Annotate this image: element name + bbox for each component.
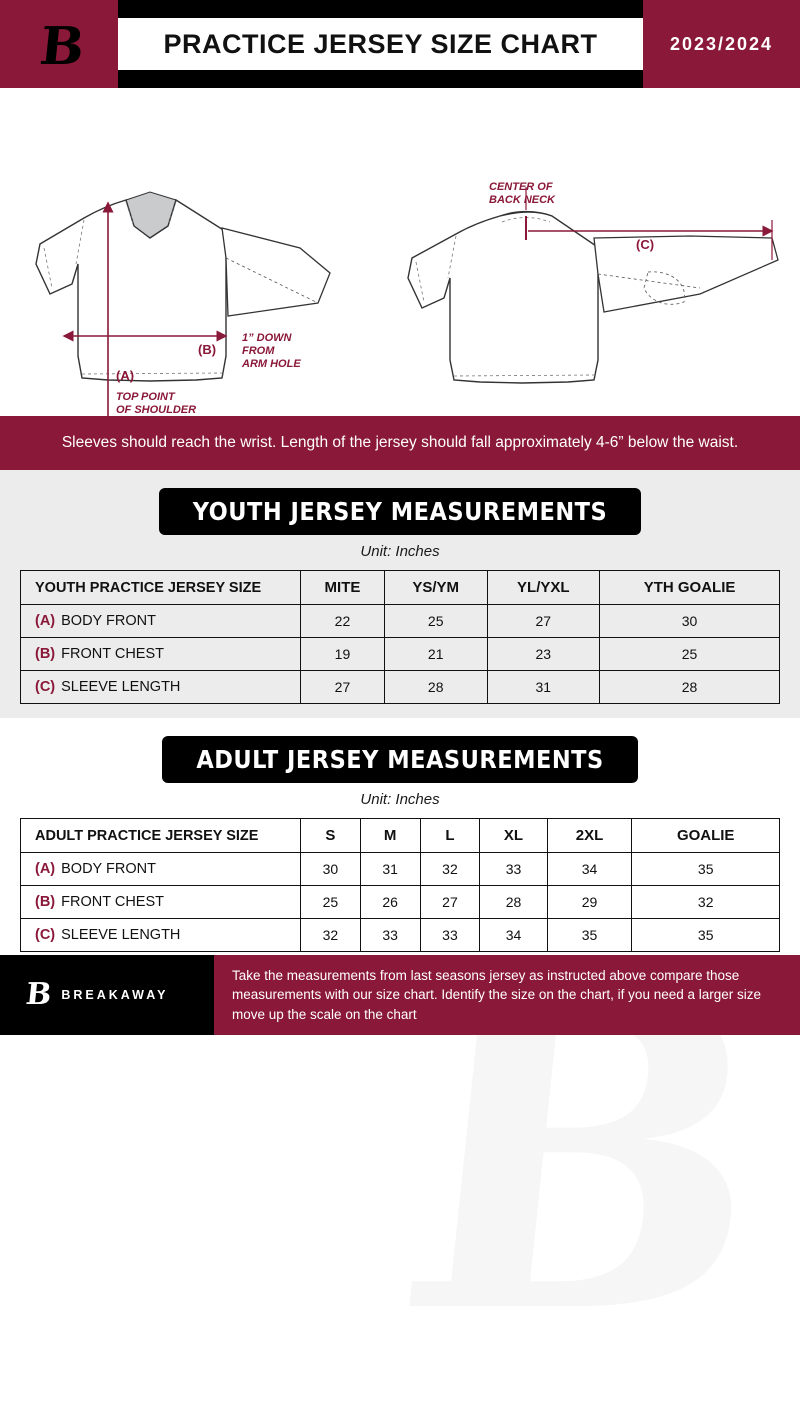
- page-footer: [0, 955, 800, 1035]
- adult-r1-c3: 28: [480, 886, 547, 919]
- youth-r2-c0: 27: [301, 671, 385, 704]
- youth-row-2-tag: (C): [35, 679, 56, 696]
- page-title: PRACTICE JERSEY SIZE CHART: [163, 28, 598, 59]
- footer-brand: [0, 955, 214, 1035]
- youth-col-0: MITE: [301, 571, 385, 605]
- youth-unit-label: Unit: Inches: [360, 543, 440, 561]
- jersey-diagram: [0, 88, 800, 416]
- youth-measurements-table: [20, 570, 780, 704]
- season-badge: [643, 0, 800, 88]
- adult-r1-c1: 26: [360, 886, 420, 919]
- youth-row-1-label: [21, 638, 301, 671]
- table-row: [21, 605, 780, 638]
- youth-row-0-name: BODY FRONT: [61, 613, 156, 630]
- adult-section: [0, 718, 800, 966]
- center-back-neck-label: CENTER OF BACK NECK: [489, 181, 555, 206]
- youth-section: [0, 470, 800, 718]
- measure-b-label: (B): [198, 342, 217, 357]
- adult-table-header-row: [21, 819, 780, 853]
- youth-row-0-label: [21, 605, 301, 638]
- adult-size-header: ADULT PRACTICE JERSEY SIZE: [21, 819, 301, 853]
- adult-r0-c4: 34: [547, 853, 632, 886]
- youth-row-0-tag: (A): [35, 613, 56, 630]
- adult-r2-c2: 33: [420, 919, 480, 952]
- adult-col-0: S: [301, 819, 361, 853]
- table-row: [21, 886, 780, 919]
- youth-r1-c2: 23: [487, 638, 600, 671]
- adult-row-2-name: SLEEVE LENGTH: [61, 927, 181, 944]
- adult-r0-c5: 35: [632, 853, 780, 886]
- adult-row-1-label: [21, 886, 301, 919]
- measure-b-note: 1” DOWN FROM ARM HOLE: [242, 332, 301, 370]
- youth-size-header: YOUTH PRACTICE JERSEY SIZE: [21, 571, 301, 605]
- adult-r1-c2: 27: [420, 886, 480, 919]
- youth-col-2: YL/YXL: [487, 571, 600, 605]
- youth-col-1: YS/YM: [384, 571, 487, 605]
- back-jersey-illustration: [408, 212, 778, 384]
- youth-r0-c1: 25: [384, 605, 487, 638]
- season-year: 2023/2024: [669, 33, 774, 54]
- youth-table-header-row: [21, 571, 780, 605]
- front-jersey-illustration: [36, 192, 330, 381]
- adult-r2-c1: 33: [360, 919, 420, 952]
- youth-col-3: YTH GOALIE: [600, 571, 780, 605]
- youth-r1-c3: 25: [600, 638, 780, 671]
- youth-row-2-label: [21, 671, 301, 704]
- table-row: [21, 671, 780, 704]
- adult-r1-c0: 25: [301, 886, 361, 919]
- footer-instructions: Take the measurements from last seasons jersey as instructed above compare those measurements with our size chart. Identify the size on the chart, if you need a larger size move up the scale on the chart: [214, 955, 800, 1035]
- adult-row-0-tag: (A): [35, 861, 56, 878]
- adult-r2-c0: 32: [301, 919, 361, 952]
- adult-measurements-table: [20, 818, 780, 952]
- adult-unit-label: Unit: Inches: [360, 791, 440, 809]
- adult-row-0-label: [21, 853, 301, 886]
- adult-col-2: L: [420, 819, 480, 853]
- youth-r0-c2: 27: [487, 605, 600, 638]
- table-row: [21, 919, 780, 952]
- adult-col-1: M: [360, 819, 420, 853]
- adult-r2-c5: 35: [632, 919, 780, 952]
- youth-r0-c3: 30: [600, 605, 780, 638]
- measure-a-note: TOP POINT OF SHOULDER: [116, 391, 197, 416]
- page-title-plate: [118, 18, 643, 70]
- adult-r0-c3: 33: [480, 853, 547, 886]
- adult-row-0-name: BODY FRONT: [61, 861, 156, 878]
- table-row: [21, 638, 780, 671]
- adult-r1-c4: 29: [547, 886, 632, 919]
- adult-col-5: GOALIE: [632, 819, 780, 853]
- logo-letter: B: [36, 16, 86, 77]
- adult-row-1-name: FRONT CHEST: [61, 894, 164, 911]
- adult-r0-c0: 30: [301, 853, 361, 886]
- adult-row-2-tag: (C): [35, 927, 56, 944]
- jersey-diagram-svg: [0, 88, 800, 416]
- youth-row-2-name: SLEEVE LENGTH: [61, 679, 181, 696]
- adult-r2-c3: 34: [480, 919, 547, 952]
- youth-r0-c0: 22: [301, 605, 385, 638]
- adult-row-1-tag: (B): [35, 894, 56, 911]
- youth-r2-c3: 28: [600, 671, 780, 704]
- adult-r2-c4: 35: [547, 919, 632, 952]
- adult-r0-c1: 31: [360, 853, 420, 886]
- table-row: [21, 853, 780, 886]
- adult-r0-c2: 32: [420, 853, 480, 886]
- measure-c-label: (C): [636, 237, 655, 252]
- adult-row-2-label: [21, 919, 301, 952]
- youth-r1-c0: 19: [301, 638, 385, 671]
- youth-row-1-tag: (B): [35, 646, 56, 663]
- adult-r1-c5: 32: [632, 886, 780, 919]
- adult-section-title: ADULT JERSEY MEASUREMENTS: [162, 736, 637, 783]
- breakaway-logo-icon-footer: B: [24, 977, 54, 1012]
- header-logo-panel: [0, 0, 118, 88]
- footer-brand-name: BREAKAWAY: [61, 988, 169, 1002]
- youth-r2-c2: 31: [487, 671, 600, 704]
- youth-r1-c1: 21: [384, 638, 487, 671]
- page-header: [0, 0, 800, 88]
- adult-col-3: XL: [480, 819, 547, 853]
- adult-col-4: 2XL: [547, 819, 632, 853]
- breakaway-logo-icon: [18, 14, 104, 80]
- youth-r2-c1: 28: [384, 671, 487, 704]
- measure-a-label: (A): [116, 368, 135, 383]
- fit-note: Sleeves should reach the wrist. Length of the jersey should fall approximately 4-6” below the waist.: [0, 416, 800, 470]
- youth-section-title: YOUTH JERSEY MEASUREMENTS: [159, 488, 641, 535]
- youth-row-1-name: FRONT CHEST: [61, 646, 164, 663]
